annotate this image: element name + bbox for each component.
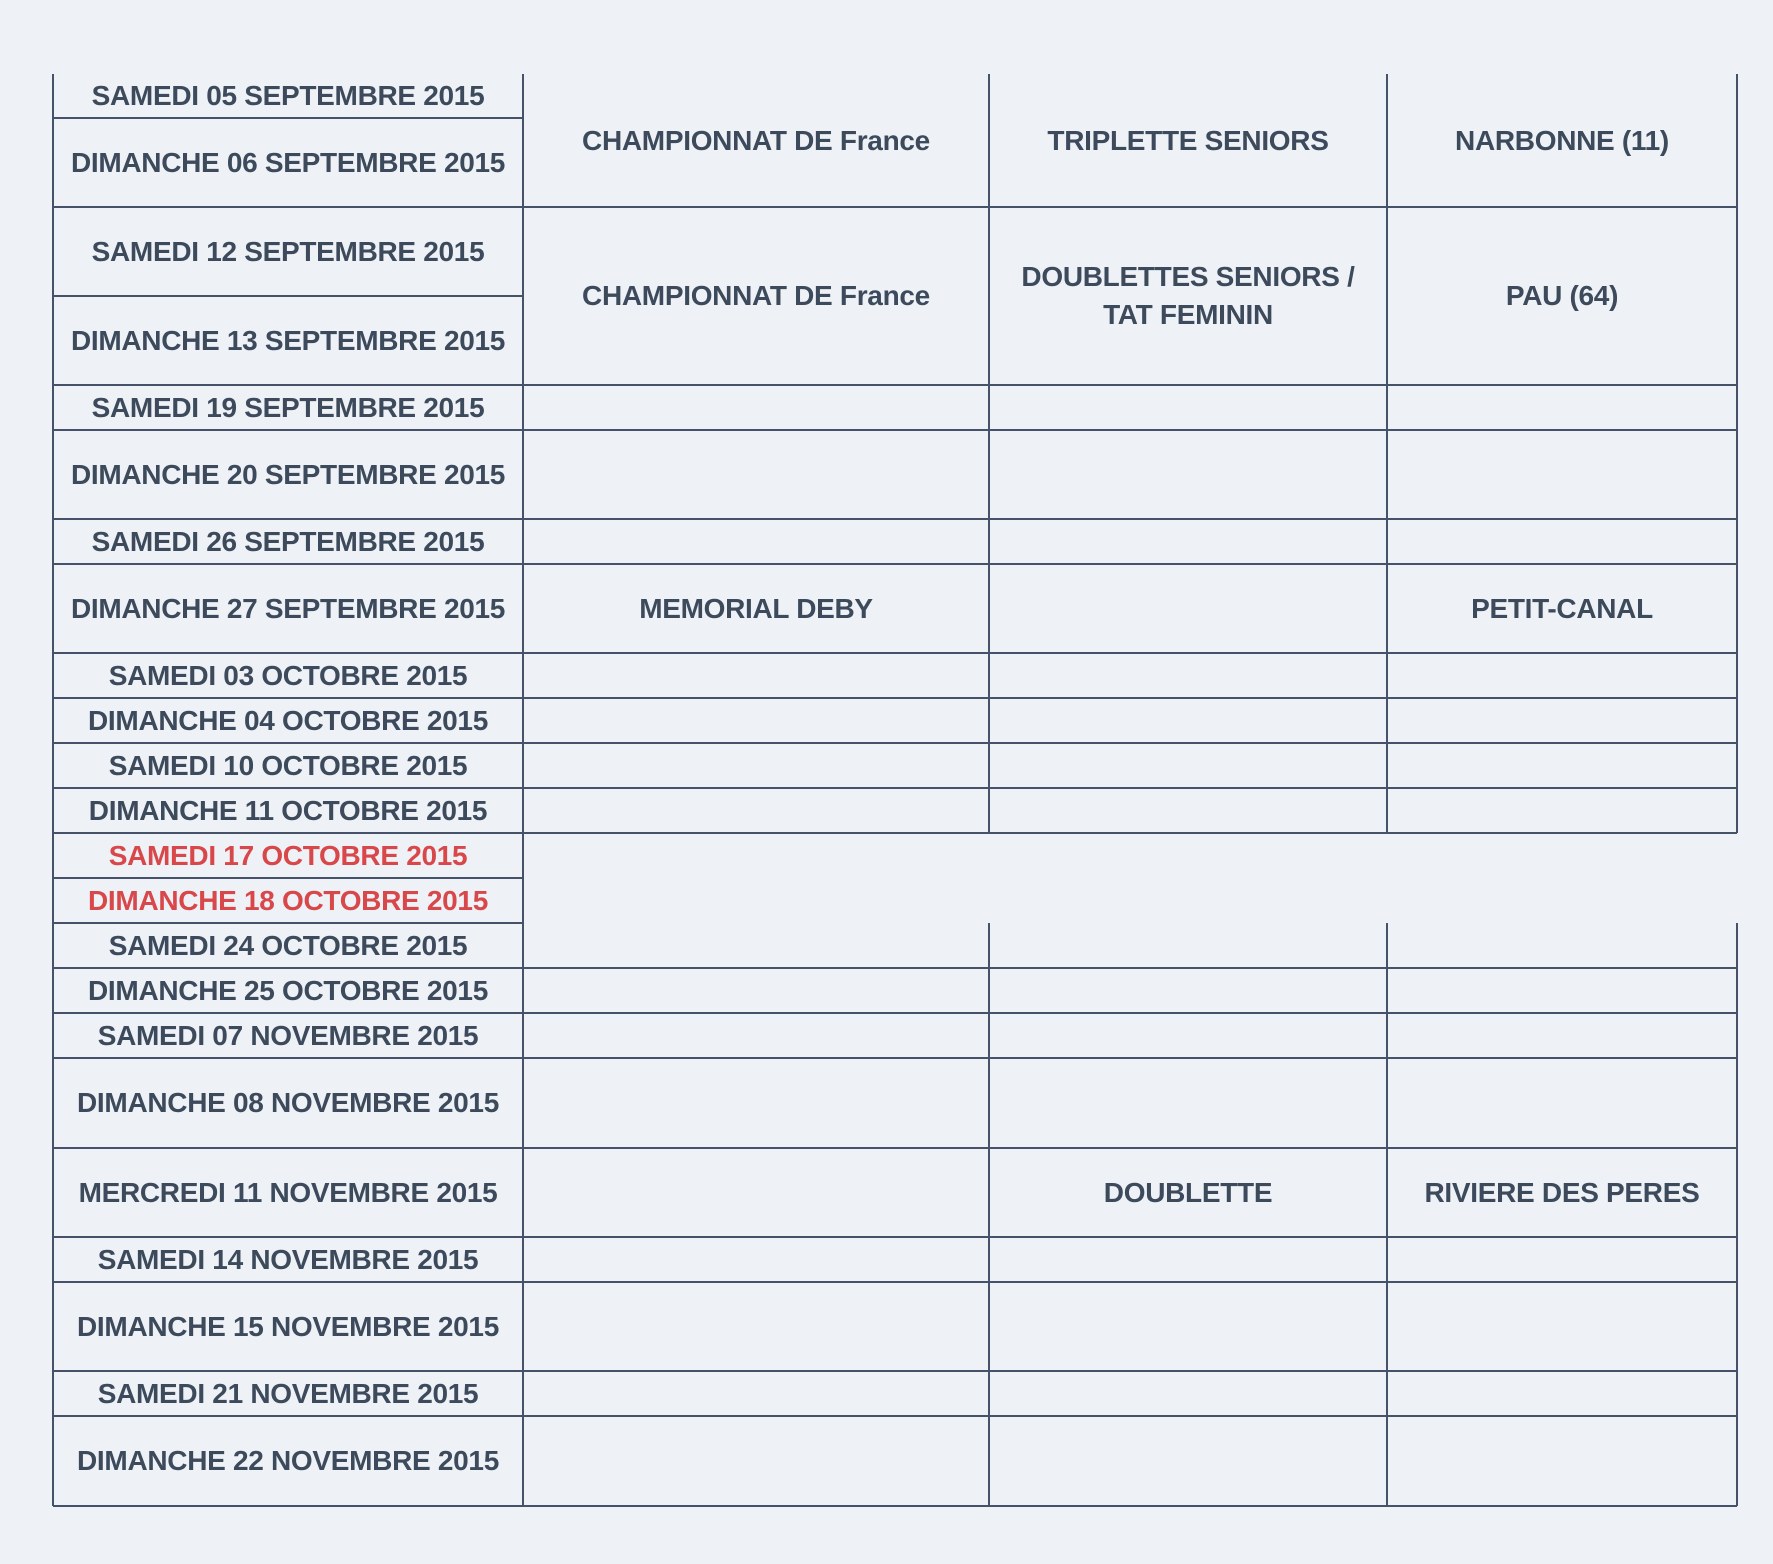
table-rule (523, 518, 1737, 520)
location-cell: RIVIERE DES PERES (1424, 1176, 1700, 1208)
date-cell: SAMEDI 26 SEPTEMBRE 2015 (91, 525, 485, 557)
location-cell: NARBONNE (11) (1455, 124, 1669, 156)
competition-cell: MEMORIAL DEBY (639, 592, 873, 624)
date-cell: SAMEDI 03 OCTOBRE 2015 (108, 659, 468, 691)
category-cell: DOUBLETTE (1103, 1176, 1273, 1208)
table-rule (523, 697, 1737, 699)
date-cell: SAMEDI 12 SEPTEMBRE 2015 (91, 235, 485, 267)
table-rule (523, 1370, 1737, 1372)
competition-cell (523, 1148, 989, 1237)
date-cell: DIMANCHE 15 NOVEMBRE 2015 (77, 1310, 499, 1342)
category-cell: DOUBLETTES SENIORS / TAT FEMININ (1021, 261, 1355, 330)
date-cell: SAMEDI 14 NOVEMBRE 2015 (97, 1243, 479, 1275)
date-cell: SAMEDI 24 OCTOBRE 2015 (108, 929, 468, 961)
table-rule (523, 1281, 1737, 1283)
date-cell: SAMEDI 21 NOVEMBRE 2015 (97, 1377, 479, 1409)
table-rule (523, 832, 1737, 834)
table-rule (523, 429, 1737, 431)
date-cell: DIMANCHE 27 SEPTEMBRE 2015 (70, 592, 506, 624)
table-rule (523, 1415, 1737, 1417)
date-cell: SAMEDI 07 NOVEMBRE 2015 (97, 1019, 479, 1051)
date-cell: DIMANCHE 25 OCTOBRE 2015 (88, 974, 488, 1006)
date-cell: DIMANCHE 06 SEPTEMBRE 2015 (70, 146, 506, 178)
date-cell: SAMEDI 17 OCTOBRE 2015 (108, 839, 468, 871)
location-cell: PETIT-CANAL (1471, 592, 1653, 624)
category-cell: TRIPLETTE SENIORS (1047, 124, 1329, 156)
date-cell: DIMANCHE 08 NOVEMBRE 2015 (77, 1087, 499, 1119)
date-cell: DIMANCHE 20 SEPTEMBRE 2015 (70, 458, 506, 490)
table-rule (523, 742, 1737, 744)
competition-cell: CHAMPIONNAT DE France (582, 124, 930, 156)
date-cell: SAMEDI 19 SEPTEMBRE 2015 (91, 391, 485, 423)
date-cell: MERCREDI 11 NOVEMBRE 2015 (78, 1176, 498, 1208)
competition-cell: CHAMPIONNAT DE France (582, 280, 930, 312)
table-rule (523, 787, 1737, 789)
date-cell: SAMEDI 10 OCTOBRE 2015 (108, 749, 468, 781)
location-cell: PAU (64) (1505, 280, 1619, 312)
table-rule (523, 1057, 1737, 1059)
table-rule (523, 967, 1737, 969)
category-cell (989, 564, 1387, 653)
date-cell: DIMANCHE 13 SEPTEMBRE 2015 (70, 324, 506, 356)
date-cell: DIMANCHE 22 NOVEMBRE 2015 (77, 1445, 499, 1477)
date-cell: SAMEDI 05 SEPTEMBRE 2015 (91, 80, 485, 112)
date-cell: DIMANCHE 04 OCTOBRE 2015 (88, 704, 488, 736)
table-rule (523, 1012, 1737, 1014)
date-cell: DIMANCHE 18 OCTOBRE 2015 (88, 884, 488, 916)
table-rule (523, 1505, 1737, 1507)
date-cell: DIMANCHE 11 OCTOBRE 2015 (88, 794, 488, 826)
